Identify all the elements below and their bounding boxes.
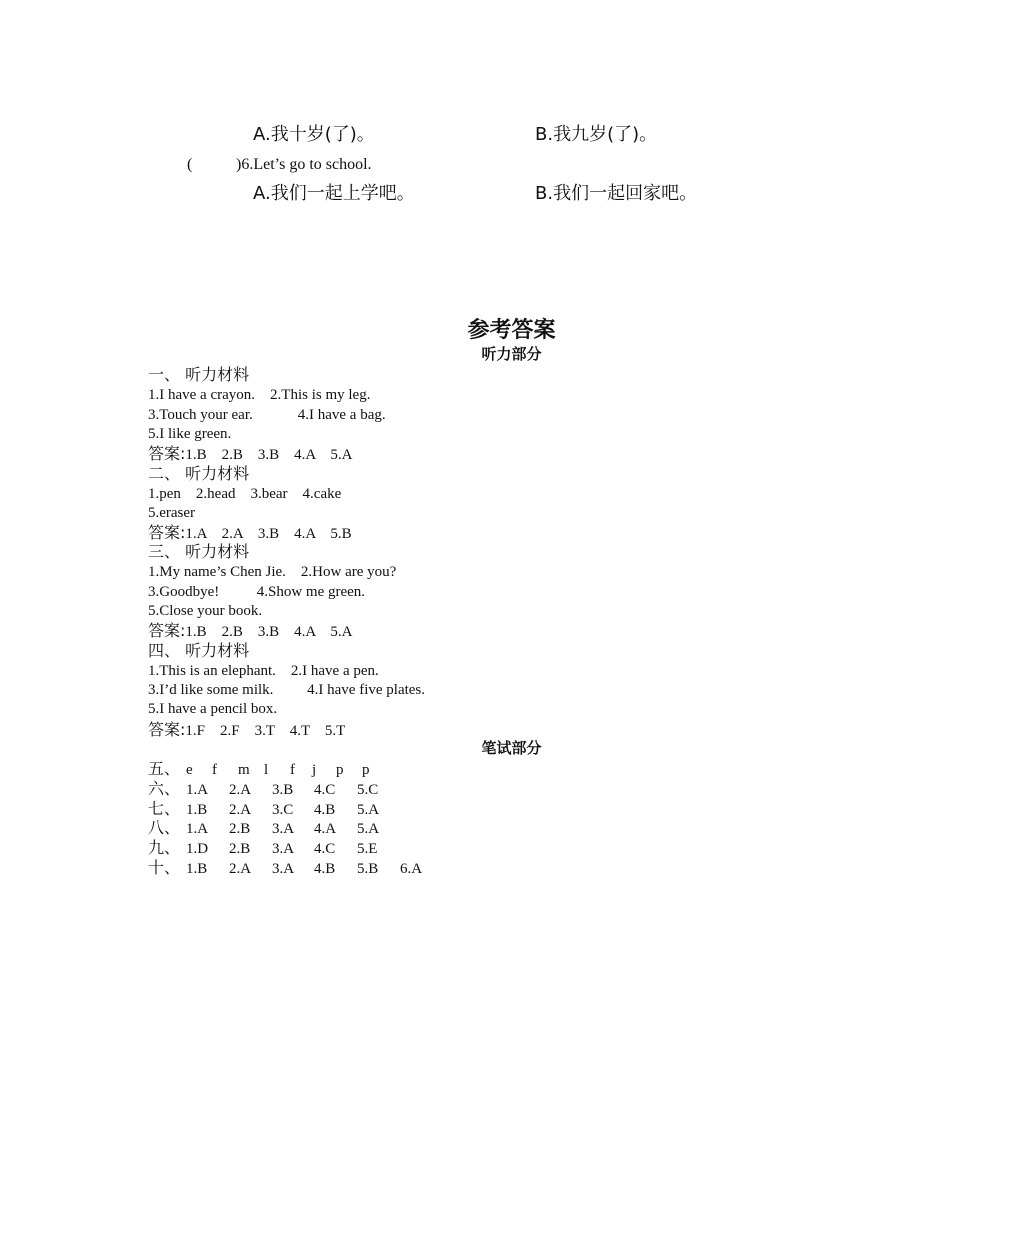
answer-label: 答案: [148, 621, 186, 640]
listening-2-line: 5.eraser [148, 505, 196, 521]
answer-cell: 1.A [186, 782, 209, 798]
listening-1-line: 1.I have a crayon. 2.This is my leg. [148, 387, 371, 403]
q6-option-b: B.我们一起回家吧。 [535, 183, 698, 204]
answer-cell: 2.A [229, 861, 252, 877]
row-number: 五、 [148, 759, 181, 778]
listening-1-line: 5.I like green. [148, 426, 232, 442]
q6-option-a: A.我们一起上学吧。 [253, 183, 415, 204]
answer-cell: 5.A [357, 802, 380, 818]
listening-3-heading: 三、 听力材料 [148, 542, 250, 561]
written-row-8 [148, 820, 400, 837]
answer-cell: 5.E [357, 841, 378, 857]
answer-cell: 2.B [229, 821, 251, 837]
answer-cell: 6.A [400, 861, 423, 877]
answer-cell: 1.A [186, 821, 209, 837]
answer-cell: f [212, 762, 217, 778]
answer-cell: p [362, 762, 370, 778]
listening-4-line: 3.I’d like some milk. 4.I have five plates. [148, 682, 426, 698]
answer-cell: 1.B [186, 802, 208, 818]
answer-cell: 2.B [229, 841, 251, 857]
answer-cell: 3.A [272, 821, 295, 837]
answer-cell: 1.D [186, 841, 209, 857]
answer-values: 1.B 2.B 3.B 4.A 5.A [185, 624, 353, 640]
row-number: 七、 [148, 799, 181, 818]
written-row-9 [148, 840, 400, 857]
answer-cell: m [238, 762, 250, 778]
row-number: 六、 [148, 779, 181, 798]
listening-4-line: 1.This is an elephant. 2.I have a pen. [148, 663, 379, 679]
answer-cell: f [290, 762, 295, 778]
listening-4-heading: 四、 听力材料 [148, 641, 250, 660]
answer-cell: j [312, 762, 317, 778]
answer-cell: p [336, 762, 344, 778]
listening-3-line: 3.Goodbye! 4.Show me green. [148, 584, 366, 600]
answer-cell: 3.B [272, 782, 294, 798]
listening-2-heading: 二、 听力材料 [148, 464, 250, 483]
q6-stem: )6.Let’s go to school. [236, 156, 372, 173]
writing-heading: 笔试部分 [481, 739, 542, 757]
answer-cell: e [186, 762, 193, 778]
listening-3-line: 1.My name’s Chen Jie. 2.How are you? [148, 564, 397, 580]
answer-cell: 4.C [314, 782, 336, 798]
answer-label: 答案: [148, 720, 186, 739]
answer-cell: 5.C [357, 782, 379, 798]
listening-2-line: 1.pen 2.head 3.bear 4.cake [148, 486, 342, 502]
listening-4-line: 5.I have a pencil box. [148, 701, 278, 717]
q5-option-a: A.我十岁(了)。 [253, 124, 375, 145]
q5-option-b: B.我九岁(了)。 [535, 124, 658, 145]
answer-cell: 5.A [357, 821, 380, 837]
listening-3-line: 5.Close your book. [148, 603, 263, 619]
answer-values: 1.F 2.F 3.T 4.T 5.T [185, 723, 346, 739]
answer-values: 1.A 2.A 3.B 4.A 5.B [185, 526, 352, 542]
listening-2-answers [148, 525, 352, 542]
written-row-5 [148, 761, 388, 778]
row-number: 十、 [148, 858, 181, 877]
answer-cell: 2.A [229, 802, 252, 818]
answer-values: 1.B 2.B 3.B 4.A 5.A [185, 447, 353, 463]
answer-cell: 5.B [357, 861, 379, 877]
answer-cell: 2.A [229, 782, 252, 798]
answer-key-title: 参考答案 [467, 318, 556, 343]
written-row-6 [148, 781, 400, 798]
answer-cell: 4.C [314, 841, 336, 857]
listening-1-line: 3.Touch your ear. 4.I have a bag. [148, 407, 386, 423]
answer-label: 答案: [148, 444, 186, 463]
answer-cell: 1.B [186, 861, 208, 877]
listening-heading: 听力部分 [481, 345, 542, 363]
listening-3-answers [148, 623, 353, 640]
listening-4-answers [148, 722, 345, 739]
row-number: 九、 [148, 838, 181, 857]
answer-cell: 3.A [272, 841, 295, 857]
listening-1-answers [148, 446, 353, 463]
answer-cell: l [264, 762, 269, 778]
answer-cell: 4.B [314, 861, 336, 877]
listening-1-heading: 一、 听力材料 [148, 365, 250, 384]
q6-paren-open: ( [187, 156, 193, 173]
written-row-7 [148, 801, 400, 818]
answer-label: 答案: [148, 523, 186, 542]
row-number: 八、 [148, 818, 181, 837]
answer-cell: 4.A [314, 821, 337, 837]
answer-cell: 3.C [272, 802, 294, 818]
answer-cell: 3.A [272, 861, 295, 877]
answer-cell: 4.B [314, 802, 336, 818]
written-row-10 [148, 860, 443, 877]
